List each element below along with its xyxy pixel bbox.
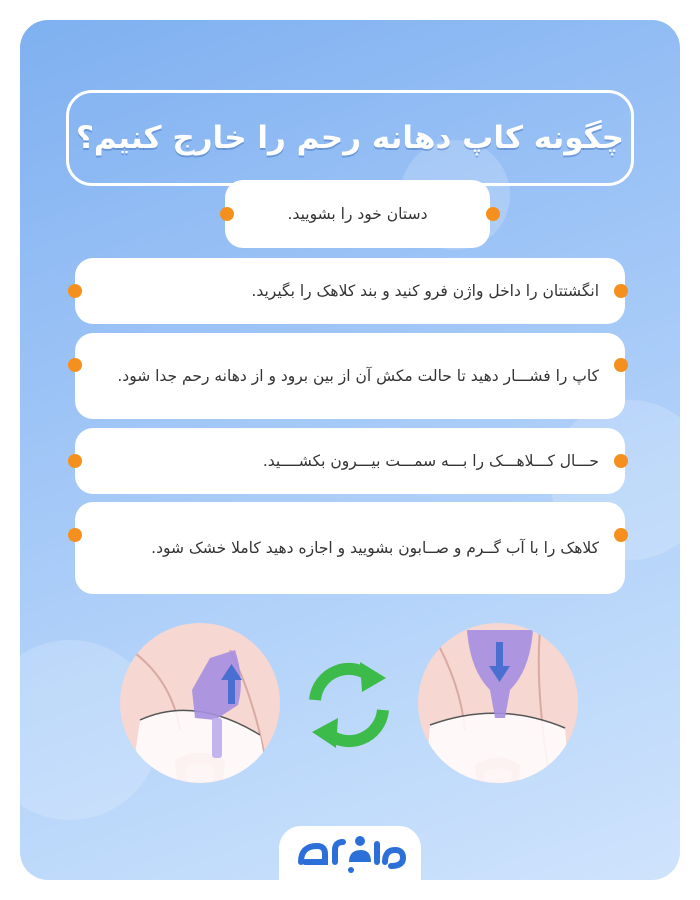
bullet-dot	[220, 207, 234, 221]
brand-logo	[291, 832, 409, 876]
bullet-dot	[68, 528, 82, 542]
bullet-dot	[614, 358, 628, 372]
page-title: چگونه کاپ دهانه رحم را خارج کنیم؟	[75, 120, 625, 156]
step-card-4	[75, 428, 625, 494]
step-text-5: کلاهک را با آب گــرم و صــابون بشویید و اجازه دهید کاملا خشک شود.	[151, 539, 599, 557]
removal-illustration	[20, 600, 680, 820]
illustration-push-down	[418, 623, 578, 810]
bullet-dot	[486, 207, 500, 221]
bullet-dot	[68, 358, 82, 372]
bullet-dot	[614, 284, 628, 298]
title-frame	[66, 90, 634, 186]
step-card-2	[75, 258, 625, 324]
step-text-1: دستان خود را بشویید.	[287, 205, 428, 223]
step-card-1	[225, 180, 490, 248]
step-card-5	[75, 502, 625, 594]
step-text-4: حـــال کـــلاهـــک را بـــه سمـــت بیـــرون بکشــــید.	[262, 452, 599, 470]
cycle-arrows-icon	[312, 662, 386, 748]
step-card-3	[75, 333, 625, 419]
bullet-dot	[614, 528, 628, 542]
logo-tab	[279, 826, 421, 880]
illustration-pull-out	[115, 623, 280, 810]
bullet-dot	[68, 454, 82, 468]
infographic-card	[20, 20, 680, 880]
step-text-2: انگشتتان را داخل واژن فرو کنید و بند کلاهک را بگیرید.	[251, 282, 599, 300]
step-text-3: کاپ را فشـــار دهید تا حالت مکش آن از بین برود و از دهانه رحم جدا شود.	[117, 367, 599, 385]
bullet-dot	[614, 454, 628, 468]
bullet-dot	[68, 284, 82, 298]
